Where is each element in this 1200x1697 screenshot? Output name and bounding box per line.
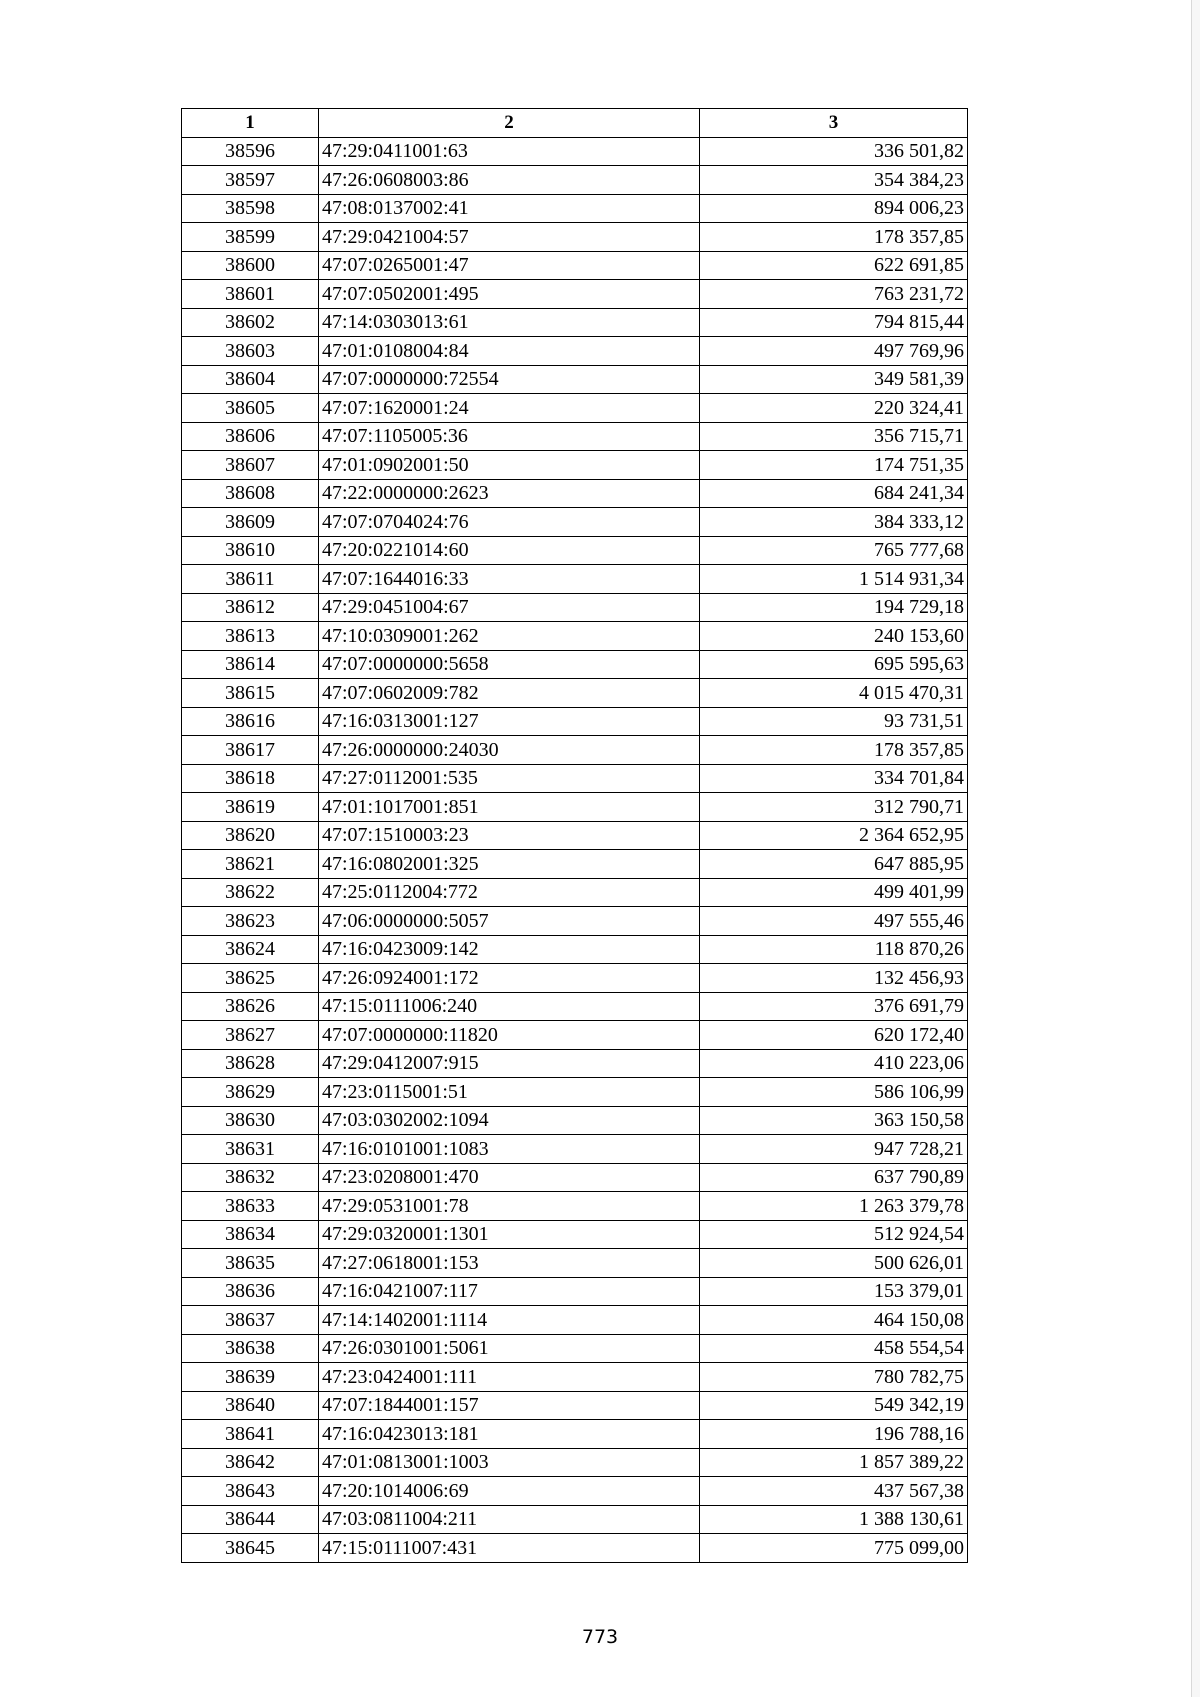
- cadastral-number: 47:16:0101001:1083: [319, 1135, 700, 1164]
- row-number: 38617: [182, 736, 319, 765]
- cadastral-number: 47:07:0265001:47: [319, 251, 700, 280]
- table-row: [182, 707, 968, 736]
- data-table: [181, 108, 968, 1563]
- table-row: [182, 736, 968, 765]
- cadastral-number: 47:16:0423009:142: [319, 935, 700, 964]
- table-row: [182, 194, 968, 223]
- row-number: 38644: [182, 1505, 319, 1534]
- amount-value: 410 223,06: [700, 1049, 968, 1078]
- cadastral-number: 47:03:0811004:211: [319, 1505, 700, 1534]
- row-number: 38600: [182, 251, 319, 280]
- cadastral-number: 47:01:0902001:50: [319, 451, 700, 480]
- table-row: [182, 1334, 968, 1363]
- table-row: [182, 1021, 968, 1050]
- page-number: 773: [581, 1626, 619, 1648]
- cadastral-number: 47:20:1014006:69: [319, 1477, 700, 1506]
- cadastral-number: 47:08:0137002:41: [319, 194, 700, 223]
- row-number: 38642: [182, 1448, 319, 1477]
- table-row: [182, 1220, 968, 1249]
- row-number: 38635: [182, 1249, 319, 1278]
- row-number: 38609: [182, 508, 319, 537]
- row-number: 38623: [182, 907, 319, 936]
- table-row: [182, 394, 968, 423]
- amount-value: 500 626,01: [700, 1249, 968, 1278]
- row-number: 38632: [182, 1163, 319, 1192]
- amount-value: 647 885,95: [700, 850, 968, 879]
- cadastral-number: 47:07:0000000:11820: [319, 1021, 700, 1050]
- amount-value: 497 555,46: [700, 907, 968, 936]
- cadastral-number: 47:26:0000000:24030: [319, 736, 700, 765]
- row-number: 38612: [182, 593, 319, 622]
- row-number: 38641: [182, 1420, 319, 1449]
- amount-value: 312 790,71: [700, 793, 968, 822]
- amount-value: 620 172,40: [700, 1021, 968, 1050]
- row-number: 38597: [182, 166, 319, 195]
- cadastral-number: 47:23:0424001:111: [319, 1363, 700, 1392]
- table-row: [182, 308, 968, 337]
- row-number: 38601: [182, 280, 319, 309]
- cadastral-number: 47:26:0924001:172: [319, 964, 700, 993]
- row-number: 38615: [182, 679, 319, 708]
- cadastral-number: 47:14:0303013:61: [319, 308, 700, 337]
- row-number: 38613: [182, 622, 319, 651]
- cadastral-number: 47:01:0813001:1003: [319, 1448, 700, 1477]
- row-number: 38645: [182, 1534, 319, 1563]
- table-row: [182, 1363, 968, 1392]
- table-row: [182, 1135, 968, 1164]
- cadastral-number: 47:15:0111007:431: [319, 1534, 700, 1563]
- amount-value: 622 691,85: [700, 251, 968, 280]
- amount-value: 194 729,18: [700, 593, 968, 622]
- table-row: [182, 764, 968, 793]
- amount-value: 363 150,58: [700, 1106, 968, 1135]
- cadastral-number: 47:26:0608003:86: [319, 166, 700, 195]
- row-number: 38631: [182, 1135, 319, 1164]
- cadastral-number: 47:20:0221014:60: [319, 536, 700, 565]
- amount-value: 437 567,38: [700, 1477, 968, 1506]
- cadastral-number: 47:07:1620001:24: [319, 394, 700, 423]
- amount-value: 794 815,44: [700, 308, 968, 337]
- table-row: [182, 508, 968, 537]
- table-row: [182, 1249, 968, 1278]
- table-row: [182, 451, 968, 480]
- row-number: 38618: [182, 764, 319, 793]
- table-row: [182, 1391, 968, 1420]
- cadastral-number: 47:22:0000000:2623: [319, 479, 700, 508]
- amount-value: 780 782,75: [700, 1363, 968, 1392]
- amount-value: 354 384,23: [700, 166, 968, 195]
- row-number: 38608: [182, 479, 319, 508]
- cadastral-number: 47:27:0112001:535: [319, 764, 700, 793]
- amount-value: 763 231,72: [700, 280, 968, 309]
- cadastral-number: 47:10:0309001:262: [319, 622, 700, 651]
- amount-value: 93 731,51: [700, 707, 968, 736]
- amount-value: 132 456,93: [700, 964, 968, 993]
- table-row: [182, 907, 968, 936]
- amount-value: 240 153,60: [700, 622, 968, 651]
- cadastral-number: 47:29:0451004:67: [319, 593, 700, 622]
- row-number: 38640: [182, 1391, 319, 1420]
- row-number: 38634: [182, 1220, 319, 1249]
- table-row: [182, 365, 968, 394]
- amount-value: 894 006,23: [700, 194, 968, 223]
- table-row: [182, 422, 968, 451]
- cadastral-number: 47:07:0502001:495: [319, 280, 700, 309]
- row-number: 38628: [182, 1049, 319, 1078]
- cadastral-number: 47:26:0301001:5061: [319, 1334, 700, 1363]
- page-edge: [1191, 0, 1200, 1697]
- amount-value: 684 241,34: [700, 479, 968, 508]
- row-number: 38630: [182, 1106, 319, 1135]
- row-number: 38625: [182, 964, 319, 993]
- amount-value: 118 870,26: [700, 935, 968, 964]
- row-number: 38643: [182, 1477, 319, 1506]
- amount-value: 499 401,99: [700, 878, 968, 907]
- amount-value: 765 777,68: [700, 536, 968, 565]
- row-number: 38619: [182, 793, 319, 822]
- row-number: 38602: [182, 308, 319, 337]
- table-row: [182, 964, 968, 993]
- amount-value: 464 150,08: [700, 1306, 968, 1335]
- table-row: [182, 565, 968, 594]
- row-number: 38599: [182, 223, 319, 252]
- amount-value: 178 357,85: [700, 736, 968, 765]
- cadastral-number: 47:03:0302002:1094: [319, 1106, 700, 1135]
- table-row: [182, 536, 968, 565]
- table-row: [182, 1306, 968, 1335]
- table-row: [182, 337, 968, 366]
- row-number: 38604: [182, 365, 319, 394]
- table-row: [182, 650, 968, 679]
- row-number: 38616: [182, 707, 319, 736]
- cadastral-number: 47:16:0421007:117: [319, 1277, 700, 1306]
- row-number: 38639: [182, 1363, 319, 1392]
- table-header-row: [182, 109, 968, 138]
- amount-value: 376 691,79: [700, 992, 968, 1021]
- cadastral-number: 47:23:0115001:51: [319, 1078, 700, 1107]
- table-row: [182, 878, 968, 907]
- table-row: [182, 1420, 968, 1449]
- amount-value: 775 099,00: [700, 1534, 968, 1563]
- cadastral-number: 47:07:1844001:157: [319, 1391, 700, 1420]
- cadastral-number: 47:06:0000000:5057: [319, 907, 700, 936]
- table-row: [182, 1049, 968, 1078]
- table-row: [182, 1477, 968, 1506]
- table-row: [182, 137, 968, 166]
- table-row: [182, 223, 968, 252]
- table-row: [182, 479, 968, 508]
- row-number: 38633: [182, 1192, 319, 1221]
- table-row: [182, 1505, 968, 1534]
- amount-value: 220 324,41: [700, 394, 968, 423]
- row-number: 38621: [182, 850, 319, 879]
- amount-value: 695 595,63: [700, 650, 968, 679]
- amount-value: 334 701,84: [700, 764, 968, 793]
- row-number: 38610: [182, 536, 319, 565]
- cadastral-number: 47:16:0423013:181: [319, 1420, 700, 1449]
- cadastral-number: 47:07:0000000:5658: [319, 650, 700, 679]
- table-row: [182, 850, 968, 879]
- row-number: 38637: [182, 1306, 319, 1335]
- amount-value: 174 751,35: [700, 451, 968, 480]
- table-row: [182, 1277, 968, 1306]
- cadastral-number: 47:07:1510003:23: [319, 821, 700, 850]
- row-number: 38627: [182, 1021, 319, 1050]
- amount-value: 153 379,01: [700, 1277, 968, 1306]
- cadastral-number: 47:25:0112004:772: [319, 878, 700, 907]
- cadastral-number: 47:23:0208001:470: [319, 1163, 700, 1192]
- table-row: [182, 793, 968, 822]
- row-number: 38611: [182, 565, 319, 594]
- row-number: 38636: [182, 1277, 319, 1306]
- table-row: [182, 992, 968, 1021]
- table-row: [182, 1163, 968, 1192]
- cadastral-number: 47:29:0412007:915: [319, 1049, 700, 1078]
- table-row: [182, 679, 968, 708]
- cadastral-number: 47:01:0108004:84: [319, 337, 700, 366]
- cadastral-number: 47:07:1105005:36: [319, 422, 700, 451]
- cadastral-number: 47:16:0313001:127: [319, 707, 700, 736]
- amount-value: 384 333,12: [700, 508, 968, 537]
- amount-value: 1 388 130,61: [700, 1505, 968, 1534]
- cadastral-number: 47:14:1402001:1114: [319, 1306, 700, 1335]
- row-number: 38626: [182, 992, 319, 1021]
- table-row: [182, 1106, 968, 1135]
- amount-value: 336 501,82: [700, 137, 968, 166]
- row-number: 38622: [182, 878, 319, 907]
- amount-value: 947 728,21: [700, 1135, 968, 1164]
- table-row: [182, 166, 968, 195]
- cadastral-number: 47:16:0802001:325: [319, 850, 700, 879]
- row-number: 38607: [182, 451, 319, 480]
- row-number: 38598: [182, 194, 319, 223]
- table-row: [182, 1448, 968, 1477]
- row-number: 38614: [182, 650, 319, 679]
- column-header-1: 1: [182, 109, 319, 138]
- amount-value: 1 263 379,78: [700, 1192, 968, 1221]
- amount-value: 637 790,89: [700, 1163, 968, 1192]
- cadastral-number: 47:07:0602009:782: [319, 679, 700, 708]
- cadastral-number: 47:15:0111006:240: [319, 992, 700, 1021]
- cadastral-number: 47:29:0320001:1301: [319, 1220, 700, 1249]
- cadastral-number: 47:07:0000000:72554: [319, 365, 700, 394]
- table-row: [182, 1078, 968, 1107]
- cadastral-number: 47:29:0411001:63: [319, 137, 700, 166]
- amount-value: 349 581,39: [700, 365, 968, 394]
- amount-value: 497 769,96: [700, 337, 968, 366]
- amount-value: 1 514 931,34: [700, 565, 968, 594]
- amount-value: 4 015 470,31: [700, 679, 968, 708]
- row-number: 38620: [182, 821, 319, 850]
- table-body: [182, 137, 968, 1562]
- row-number: 38624: [182, 935, 319, 964]
- amount-value: 512 924,54: [700, 1220, 968, 1249]
- amount-value: 196 788,16: [700, 1420, 968, 1449]
- table-row: [182, 935, 968, 964]
- cadastral-number: 47:07:1644016:33: [319, 565, 700, 594]
- table-row: [182, 593, 968, 622]
- amount-value: 1 857 389,22: [700, 1448, 968, 1477]
- amount-value: 356 715,71: [700, 422, 968, 451]
- table-row: [182, 251, 968, 280]
- amount-value: 549 342,19: [700, 1391, 968, 1420]
- amount-value: 458 554,54: [700, 1334, 968, 1363]
- amount-value: 586 106,99: [700, 1078, 968, 1107]
- row-number: 38605: [182, 394, 319, 423]
- column-header-3: 3: [700, 109, 968, 138]
- amount-value: 2 364 652,95: [700, 821, 968, 850]
- table-row: [182, 821, 968, 850]
- table-row: [182, 1534, 968, 1563]
- cadastral-number: 47:29:0421004:57: [319, 223, 700, 252]
- row-number: 38603: [182, 337, 319, 366]
- cadastral-number: 47:27:0618001:153: [319, 1249, 700, 1278]
- row-number: 38638: [182, 1334, 319, 1363]
- table-row: [182, 280, 968, 309]
- column-header-2: 2: [319, 109, 700, 138]
- cadastral-number: 47:01:1017001:851: [319, 793, 700, 822]
- cadastral-number: 47:29:0531001:78: [319, 1192, 700, 1221]
- table-row: [182, 622, 968, 651]
- cadastral-number: 47:07:0704024:76: [319, 508, 700, 537]
- row-number: 38596: [182, 137, 319, 166]
- row-number: 38606: [182, 422, 319, 451]
- row-number: 38629: [182, 1078, 319, 1107]
- table-row: [182, 1192, 968, 1221]
- amount-value: 178 357,85: [700, 223, 968, 252]
